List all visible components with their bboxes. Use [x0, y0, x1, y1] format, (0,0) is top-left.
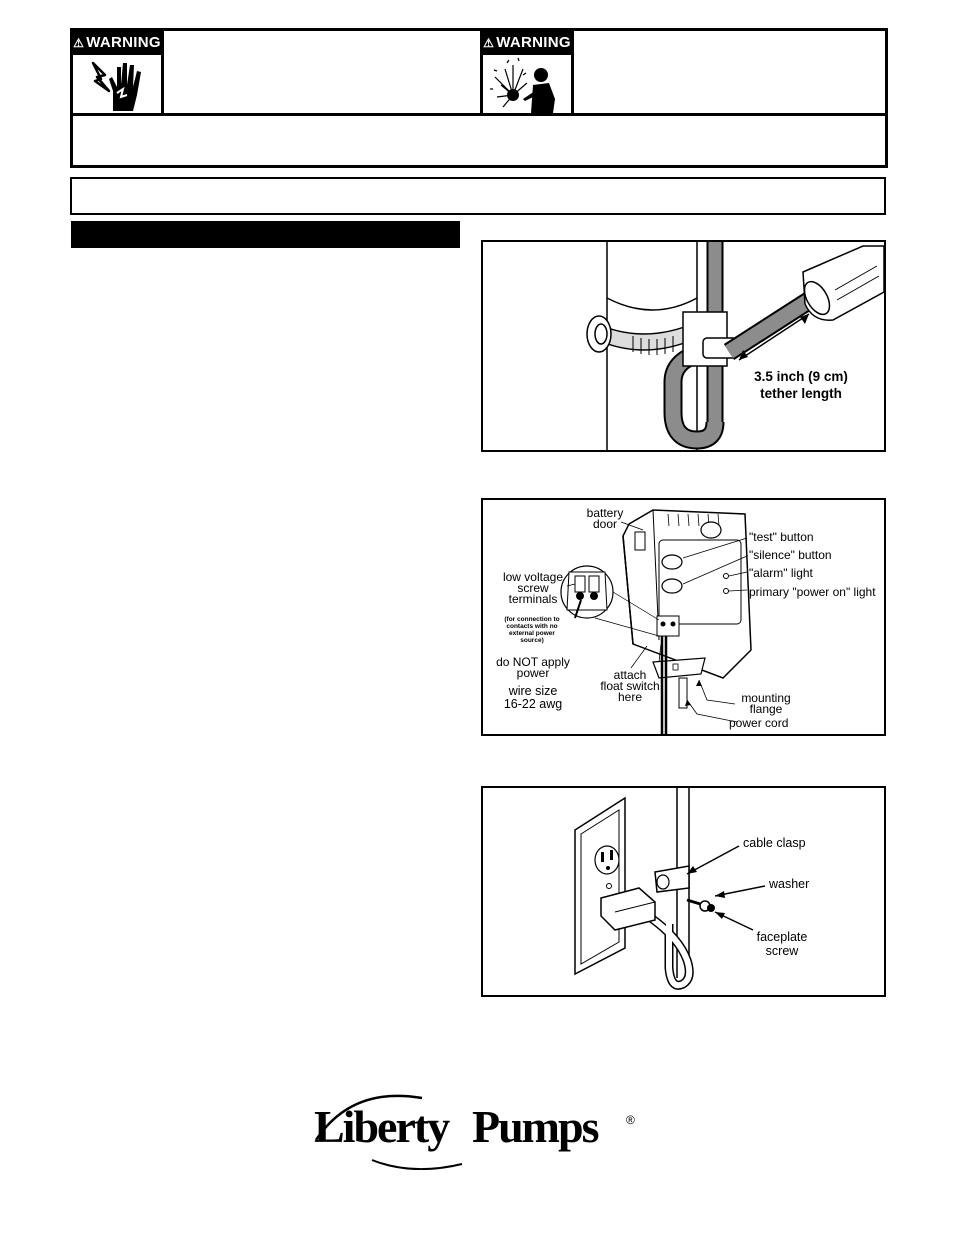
silence-button-label: "silence" button [749, 548, 832, 562]
washer-label: washer [769, 877, 810, 891]
outlet-cable-clasp-illustration [483, 788, 884, 995]
battery-door-label-2: door [592, 517, 618, 531]
explosion-person-icon [483, 55, 571, 113]
liberty-pumps-logo [312, 1090, 642, 1170]
wire-size-label-2: 16-22 awg [503, 697, 563, 711]
alarm-light-label: "alarm" light [749, 566, 813, 580]
warning-label-left: ⚠ WARNING [73, 31, 161, 55]
figure-tether-length [481, 240, 886, 452]
note-label-2: contacts with no [506, 623, 558, 630]
mounting-flange-label-1: mounting [741, 691, 791, 705]
figure-cable-clasp [481, 786, 886, 997]
low-voltage-label-3: terminals [508, 592, 558, 606]
tether-label-line1: 3.5 inch (9 cm) [754, 369, 848, 384]
liberty-pumps-wordmark [312, 1090, 642, 1170]
attach-label-3: here [617, 690, 643, 704]
note-label-1: (for connection to [504, 616, 560, 623]
alert-triangle-icon: ⚠ [483, 36, 495, 50]
no-power-label-2: power [516, 666, 550, 680]
warning-row [73, 31, 885, 116]
battery-door-label-1: battery [586, 506, 624, 520]
tether-label-line2: tether length [760, 386, 842, 401]
note-label-3: external power [509, 630, 555, 637]
warning-cell-shock [73, 31, 164, 113]
power-cord-label: power cord [729, 716, 789, 730]
pump-tether-illustration [483, 242, 884, 450]
warning-panel [70, 28, 888, 168]
power-light-label: primary "power on" light [749, 585, 876, 599]
notice-box [70, 177, 886, 215]
warning-cell-explosion [480, 31, 574, 113]
note-label-4: source) [520, 637, 544, 644]
logo-text-liberty: Liberty [314, 1101, 449, 1152]
no-power-label-1: do NOT apply [496, 655, 570, 669]
low-voltage-label-1: low voltage [502, 570, 564, 584]
logo-text-pumps: Pumps [472, 1101, 598, 1152]
faceplate-screw-label-2: screw [765, 944, 799, 958]
alert-triangle-icon: ⚠ [73, 36, 85, 50]
mounting-flange-label-2: flange [749, 702, 783, 716]
section-header-bar [71, 221, 460, 248]
attach-label-2: float switch [600, 679, 660, 693]
wire-size-label-1: wire size [508, 684, 558, 698]
cable-clasp-label: cable clasp [743, 836, 806, 850]
attach-label-1: attach [613, 668, 647, 682]
logo-registered-mark: ® [626, 1113, 635, 1127]
test-button-label: "test" button [749, 530, 814, 544]
electric-shock-hand-icon [73, 55, 161, 113]
warning-label-right: ⚠ WARNING [483, 31, 571, 55]
figure-alarm-panel [481, 498, 886, 736]
faceplate-screw-label-1: faceplate [756, 930, 808, 944]
low-voltage-label-2: screw [517, 581, 549, 595]
